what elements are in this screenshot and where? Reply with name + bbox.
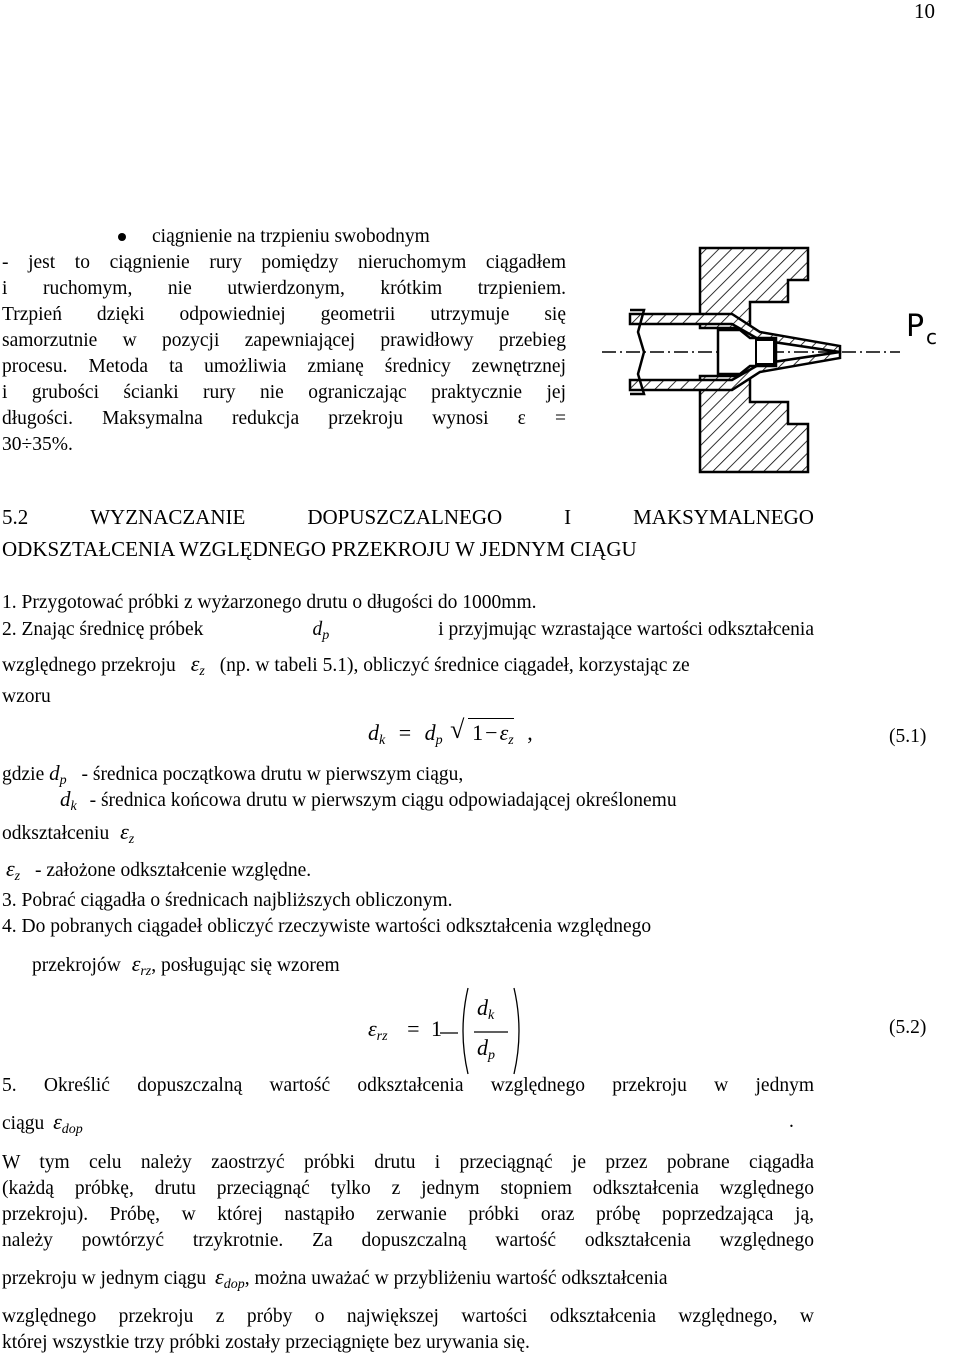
step-4-line2: przekrojów $\varepsilon_{rz}$, posługując się wzorem	[32, 951, 340, 979]
step-1: 1. Przygotować próbki z wyżarzonego drutu o długości do 1000mm.	[2, 592, 537, 613]
where-cont-line: odkształceniu $\varepsilon_z$	[2, 819, 135, 847]
heading-word: WYZNACZANIE	[90, 505, 246, 529]
intro-line: i grubości ścianki rury nie ograniczając praktycznie jej	[2, 382, 566, 403]
intro-line: Trzpień dzięki odpowiedniej geometrii utrzymuje się	[2, 304, 566, 325]
intro-paragraph	[2, 250, 566, 458]
plug-cylinder	[756, 340, 774, 364]
section-heading-line2: ODKSZTAŁCENIA WZGLĘDNEGO PRZEKROJU W JEDNYM CIĄGU	[2, 537, 637, 561]
formula-5-1: $d_k = d_p$ √ $1-\varepsilon_z$ ,	[368, 715, 533, 748]
equation-number-5-1: (5.1)	[889, 726, 927, 747]
page-number: 10	[914, 0, 935, 23]
step-5-line2: ciągu $\varepsilon_{dop}$	[2, 1109, 83, 1137]
force-label-sub: c	[926, 325, 937, 349]
para-line: przekroju). Próbę, w której nastąpiło zerwanie próbki oraz próbę poprzedzająca ją,	[2, 1204, 814, 1225]
section-number: 5.2	[2, 505, 29, 529]
intro-line: procesu. Metoda ta umożliwia zmianę średnicy zewnętrznej	[2, 356, 566, 377]
epsilon-z-symbol: $\varepsilon_z$	[6, 856, 21, 884]
step-5-line1: 5. Określić dopuszczalną wartość odkształcenia względnego przekroju w jednym	[2, 1075, 814, 1096]
epsilon-dop-symbol: $\varepsilon_{dop}$	[215, 1264, 245, 1292]
heading-word: MAKSYMALNEGO	[633, 505, 814, 529]
sqrt-symbol: √ $1-\varepsilon_z$	[450, 715, 514, 748]
force-label: P	[906, 309, 925, 344]
para-line5: przekroju w jednym ciągu $\varepsilon_{dop}$, można uważać w przybliżeniu wartość odkształcenia	[2, 1264, 668, 1292]
intro-line: samorzutnie w pozycji zapewniającej prawidłowy przebieg	[2, 330, 566, 351]
epsilon-dop-symbol: $\varepsilon_{dop}$	[53, 1109, 83, 1137]
heading-word: DOPUSZCZALNEGO	[307, 505, 503, 529]
step-4-line1: 4. Do pobranych ciągadeł obliczyć rzeczywiste wartości odkształcenia względnego	[2, 916, 652, 937]
step-2-line3: wzoru	[2, 686, 51, 707]
step-2-line1	[2, 617, 814, 643]
epsilon-z-symbol: $\varepsilon_z$	[190, 651, 205, 679]
formula-5-2-lhs: $\varepsilon_{rz} = 1$	[368, 1016, 442, 1044]
epsilon-rz-symbol: $\varepsilon_{rz}$	[131, 951, 152, 979]
para-line: względnego przekroju z próby o największej wartości odkształcenia względnego, w	[2, 1306, 814, 1327]
para-line: (każdą próbkę, drutu przeciągnąć tylko z jednym stopniem odkształcenia względnego	[2, 1178, 814, 1199]
where-dp-line: gdzie $d_p$ - średnica początkowa drutu w pierwszym ciągu,	[2, 761, 464, 788]
step-5-period: .	[789, 1111, 794, 1132]
step-2-line2: względnego przekroju $\varepsilon_z$ (np. w tabeli 5.1), obliczyć średnice ciągadeł, korzystając ze	[2, 651, 690, 679]
drawing-die-figure	[600, 240, 960, 480]
section-heading-line1	[2, 503, 814, 532]
bullet-title: ciągnienie na trzpieniu swobodnym	[152, 226, 430, 247]
step-2-text: i przyjmując wzrastające wartości odkształcenia	[438, 619, 814, 640]
intro-line: - jest to ciągnienie rury pomiędzy nieruchomym ciągadłem	[2, 252, 566, 273]
para-line: należy powtórzyć trzykrotnie. Za dopuszczalną wartość odkształcenia względnego	[2, 1230, 814, 1251]
dp-symbol: $d_p$	[49, 761, 67, 788]
where-dk-line: $d_k$ - średnica końcowa drutu w pierwszym ciągu odpowiadającej określonemu	[60, 787, 677, 814]
heading-word: I	[564, 505, 572, 529]
dk-symbol: $d_k$	[60, 787, 77, 814]
para-line: W tym celu należy zaostrzyć próbki drutu i przeciągnąć je przez pobrane ciągadła	[2, 1152, 814, 1173]
epsilon-z-symbol: $\varepsilon_z$	[120, 819, 135, 847]
equation-number-5-2: (5.2)	[889, 1017, 927, 1038]
step-3: 3. Pobrać ciągadła o średnicach najbliższych obliczonym.	[2, 890, 453, 911]
step-2-text: 2. Znając średnicę próbek	[2, 619, 204, 640]
final-paragraph	[2, 1150, 814, 1254]
para-line: której wszystkie trzy próbki zostały przeciągnięte bez urywania się.	[2, 1332, 530, 1353]
dp-symbol: $d_p$	[312, 619, 330, 643]
intro-line: i ruchomym, nie utwierdzonym, krótkim trzpieniem.	[2, 278, 566, 299]
fraction-denominator: $d_p$	[477, 1035, 495, 1063]
intro-line: 30÷35%.	[2, 434, 73, 455]
where-eps-line: $\varepsilon_z$ - założone odkształcenie względne.	[6, 856, 312, 884]
intro-line: długości. Maksymalna redukcja przekroju wynosi ε =	[2, 408, 566, 429]
fraction-numerator: $d_k$	[477, 995, 495, 1023]
bullet-icon	[118, 233, 126, 241]
